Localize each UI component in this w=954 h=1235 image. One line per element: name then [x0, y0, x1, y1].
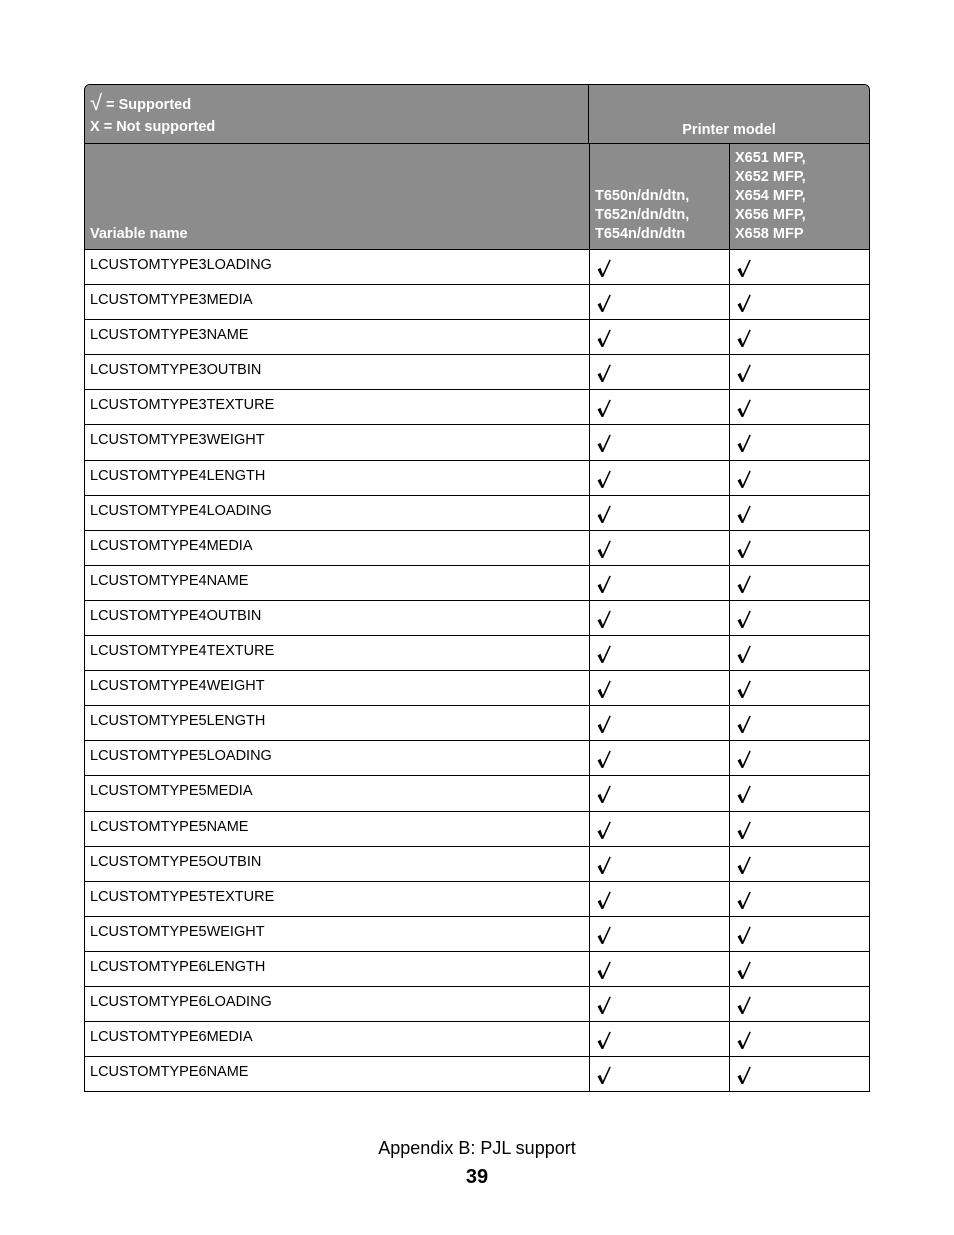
- table-row: [85, 881, 869, 916]
- x651-support-cell: [730, 285, 869, 319]
- checkmark-icon: [596, 539, 612, 559]
- checkmark-icon: [596, 469, 612, 489]
- t650-support-cell: [590, 636, 730, 670]
- checkmark-icon: [596, 749, 612, 769]
- t650-support-cell: [590, 496, 730, 530]
- x651-column-header: X651 MFP, X652 MFP, X654 MFP, X656 MFP, X658 MFP: [735, 150, 806, 242]
- variable-name-cell: LCUSTOMTYPE4LOADING: [85, 496, 590, 530]
- table-row: [85, 389, 869, 424]
- table-row: [85, 846, 869, 881]
- table-row: [85, 705, 869, 740]
- checkmark-icon: [596, 1065, 612, 1085]
- x651-support-cell: [730, 390, 869, 424]
- variable-name-cell: LCUSTOMTYPE6NAME: [85, 1057, 590, 1091]
- variable-name-header: Variable name: [85, 144, 590, 249]
- x651-support-cell: [730, 952, 869, 986]
- checkmark-icon: [596, 574, 612, 594]
- t650-support-cell: [590, 285, 730, 319]
- table-row: [85, 916, 869, 951]
- checkmark-icon: [596, 363, 612, 383]
- checkmark-icon: [596, 328, 612, 348]
- table-header-top: [85, 85, 869, 143]
- checkmark-icon: [736, 995, 752, 1015]
- checkmark-icon: [596, 925, 612, 945]
- variable-name-cell: LCUSTOMTYPE3MEDIA: [85, 285, 590, 319]
- x651-support-cell: [730, 320, 869, 354]
- variable-name-cell: LCUSTOMTYPE4NAME: [85, 566, 590, 600]
- x651-support-cell: [730, 250, 869, 284]
- x651-support-cell: [730, 917, 869, 951]
- checkmark-icon: [736, 398, 752, 418]
- checkmark-icon: [736, 890, 752, 910]
- checkmark-icon: [736, 504, 752, 524]
- checkmark-icon: [736, 609, 752, 629]
- t650-support-cell: [590, 671, 730, 705]
- variable-name-cell: LCUSTOMTYPE3WEIGHT: [85, 425, 590, 459]
- x651-support-cell: [730, 355, 869, 389]
- variable-name-cell: LCUSTOMTYPE5TEXTURE: [85, 882, 590, 916]
- t650-support-cell: [590, 741, 730, 775]
- x651-support-cell: [730, 425, 869, 459]
- checkmark-icon: [736, 784, 752, 804]
- checkmark-icon: [736, 258, 752, 278]
- variable-name-cell: LCUSTOMTYPE3TEXTURE: [85, 390, 590, 424]
- checkmark-icon: [736, 714, 752, 734]
- t650-support-cell: [590, 1057, 730, 1091]
- legend-supported: = Supported: [106, 97, 192, 113]
- checkmark-icon: [596, 609, 612, 629]
- variable-name-cell: LCUSTOMTYPE4MEDIA: [85, 531, 590, 565]
- checkmark-icon: [596, 644, 612, 664]
- checkmark-icon: [596, 433, 612, 453]
- footer-title: Appendix B: PJL support: [378, 1138, 576, 1158]
- x651-support-cell: [730, 496, 869, 530]
- t650-support-cell: [590, 812, 730, 846]
- x651-support-cell: [730, 566, 869, 600]
- checkmark-icon: [596, 820, 612, 840]
- t650-support-cell: [590, 987, 730, 1021]
- table-header-columns: [85, 143, 869, 249]
- checkmark-icon: [596, 714, 612, 734]
- variable-name-cell: LCUSTOMTYPE3NAME: [85, 320, 590, 354]
- t650-support-cell: [590, 425, 730, 459]
- x651-support-cell: [730, 671, 869, 705]
- t650-support-cell: [590, 882, 730, 916]
- t650-support-cell: [590, 776, 730, 810]
- variable-name-cell: LCUSTOMTYPE5LOADING: [85, 741, 590, 775]
- checkmark-icon: [596, 855, 612, 875]
- variable-name-cell: LCUSTOMTYPE4WEIGHT: [85, 671, 590, 705]
- checkmark-icon: [736, 469, 752, 489]
- x651-support-cell: [730, 636, 869, 670]
- table-body: [85, 249, 869, 1091]
- t650-support-cell: [590, 952, 730, 986]
- checkmark-icon: [596, 504, 612, 524]
- t650-support-cell: [590, 320, 730, 354]
- checkmark-icon: [736, 1065, 752, 1085]
- table-row: [85, 495, 869, 530]
- checkmark-icon: [736, 328, 752, 348]
- x651-support-cell: [730, 776, 869, 810]
- variable-name-cell: LCUSTOMTYPE4OUTBIN: [85, 601, 590, 635]
- checkmark-icon: [596, 1030, 612, 1050]
- checkmark-icon: [736, 574, 752, 594]
- checkmark-icon: [736, 820, 752, 840]
- x651-support-cell: [730, 601, 869, 635]
- table-row: [85, 249, 869, 284]
- variable-name-cell: LCUSTOMTYPE4TEXTURE: [85, 636, 590, 670]
- legend: [85, 85, 589, 143]
- x651-support-cell: [730, 812, 869, 846]
- checkmark-icon: [736, 679, 752, 699]
- t650-support-cell: [590, 1022, 730, 1056]
- checkmark-icon: [736, 293, 752, 313]
- variable-name-cell: LCUSTOMTYPE6LOADING: [85, 987, 590, 1021]
- checkmark-icon: [736, 363, 752, 383]
- table-row: [85, 284, 869, 319]
- x651-support-cell: [730, 461, 869, 495]
- table-row: [85, 986, 869, 1021]
- checkmark-icon: √: [90, 90, 103, 115]
- checkmark-icon: [736, 855, 752, 875]
- pjl-variable-table: [84, 84, 870, 1092]
- table-row: [85, 424, 869, 459]
- t650-support-cell: [590, 355, 730, 389]
- variable-name-cell: LCUSTOMTYPE6LENGTH: [85, 952, 590, 986]
- legend-not-supported: X = Not supported: [90, 119, 216, 135]
- page-number: 39: [465, 1166, 489, 1188]
- t650-support-cell: [590, 531, 730, 565]
- table-row: [85, 1021, 869, 1056]
- x651-support-cell: [730, 847, 869, 881]
- checkmark-icon: [736, 644, 752, 664]
- table-row: [85, 775, 869, 810]
- x651-support-cell: [730, 1022, 869, 1056]
- checkmark-icon: [596, 784, 612, 804]
- x651-support-cell: [730, 1057, 869, 1091]
- checkmark-icon: [596, 679, 612, 699]
- variable-name-cell: LCUSTOMTYPE5LENGTH: [85, 706, 590, 740]
- x651-support-cell: [730, 531, 869, 565]
- table-row: [85, 740, 869, 775]
- checkmark-icon: [736, 1030, 752, 1050]
- x651-support-cell: [730, 706, 869, 740]
- checkmark-icon: [736, 925, 752, 945]
- variable-name-cell: LCUSTOMTYPE4LENGTH: [85, 461, 590, 495]
- t650-support-cell: [590, 390, 730, 424]
- variable-name-cell: LCUSTOMTYPE5OUTBIN: [85, 847, 590, 881]
- checkmark-icon: [736, 433, 752, 453]
- x651-support-cell: [730, 987, 869, 1021]
- table-row: [85, 460, 869, 495]
- table-row: [85, 1056, 869, 1091]
- t650-support-cell: [590, 917, 730, 951]
- checkmark-icon: [736, 749, 752, 769]
- checkmark-icon: [736, 960, 752, 980]
- variable-name-cell: LCUSTOMTYPE5MEDIA: [85, 776, 590, 810]
- table-row: [85, 670, 869, 705]
- t650-support-cell: [590, 566, 730, 600]
- t650-column-header: T650n/dn/dtn, T652n/dn/dtn, T654n/dn/dtn: [590, 144, 730, 249]
- table-row: [85, 635, 869, 670]
- t650-support-cell: [590, 706, 730, 740]
- table-row: [85, 811, 869, 846]
- t650-support-cell: [590, 461, 730, 495]
- table-row: [85, 530, 869, 565]
- checkmark-icon: [596, 293, 612, 313]
- t650-support-cell: [590, 250, 730, 284]
- variable-name-cell: LCUSTOMTYPE3LOADING: [85, 250, 590, 284]
- x651-support-cell: [730, 882, 869, 916]
- table-row: [85, 600, 869, 635]
- table-row: [85, 565, 869, 600]
- table-row: [85, 319, 869, 354]
- table-row: [85, 951, 869, 986]
- checkmark-icon: [596, 258, 612, 278]
- t650-support-cell: [590, 601, 730, 635]
- variable-name-cell: LCUSTOMTYPE6MEDIA: [85, 1022, 590, 1056]
- checkmark-icon: [596, 890, 612, 910]
- checkmark-icon: [596, 398, 612, 418]
- table-row: [85, 354, 869, 389]
- variable-name-cell: LCUSTOMTYPE5WEIGHT: [85, 917, 590, 951]
- checkmark-icon: [736, 539, 752, 559]
- x651-support-cell: [730, 741, 869, 775]
- printer-model-header: Printer model: [682, 122, 776, 138]
- variable-name-cell: LCUSTOMTYPE3OUTBIN: [85, 355, 590, 389]
- checkmark-icon: [596, 960, 612, 980]
- variable-name-cell: LCUSTOMTYPE5NAME: [85, 812, 590, 846]
- checkmark-icon: [596, 995, 612, 1015]
- t650-support-cell: [590, 847, 730, 881]
